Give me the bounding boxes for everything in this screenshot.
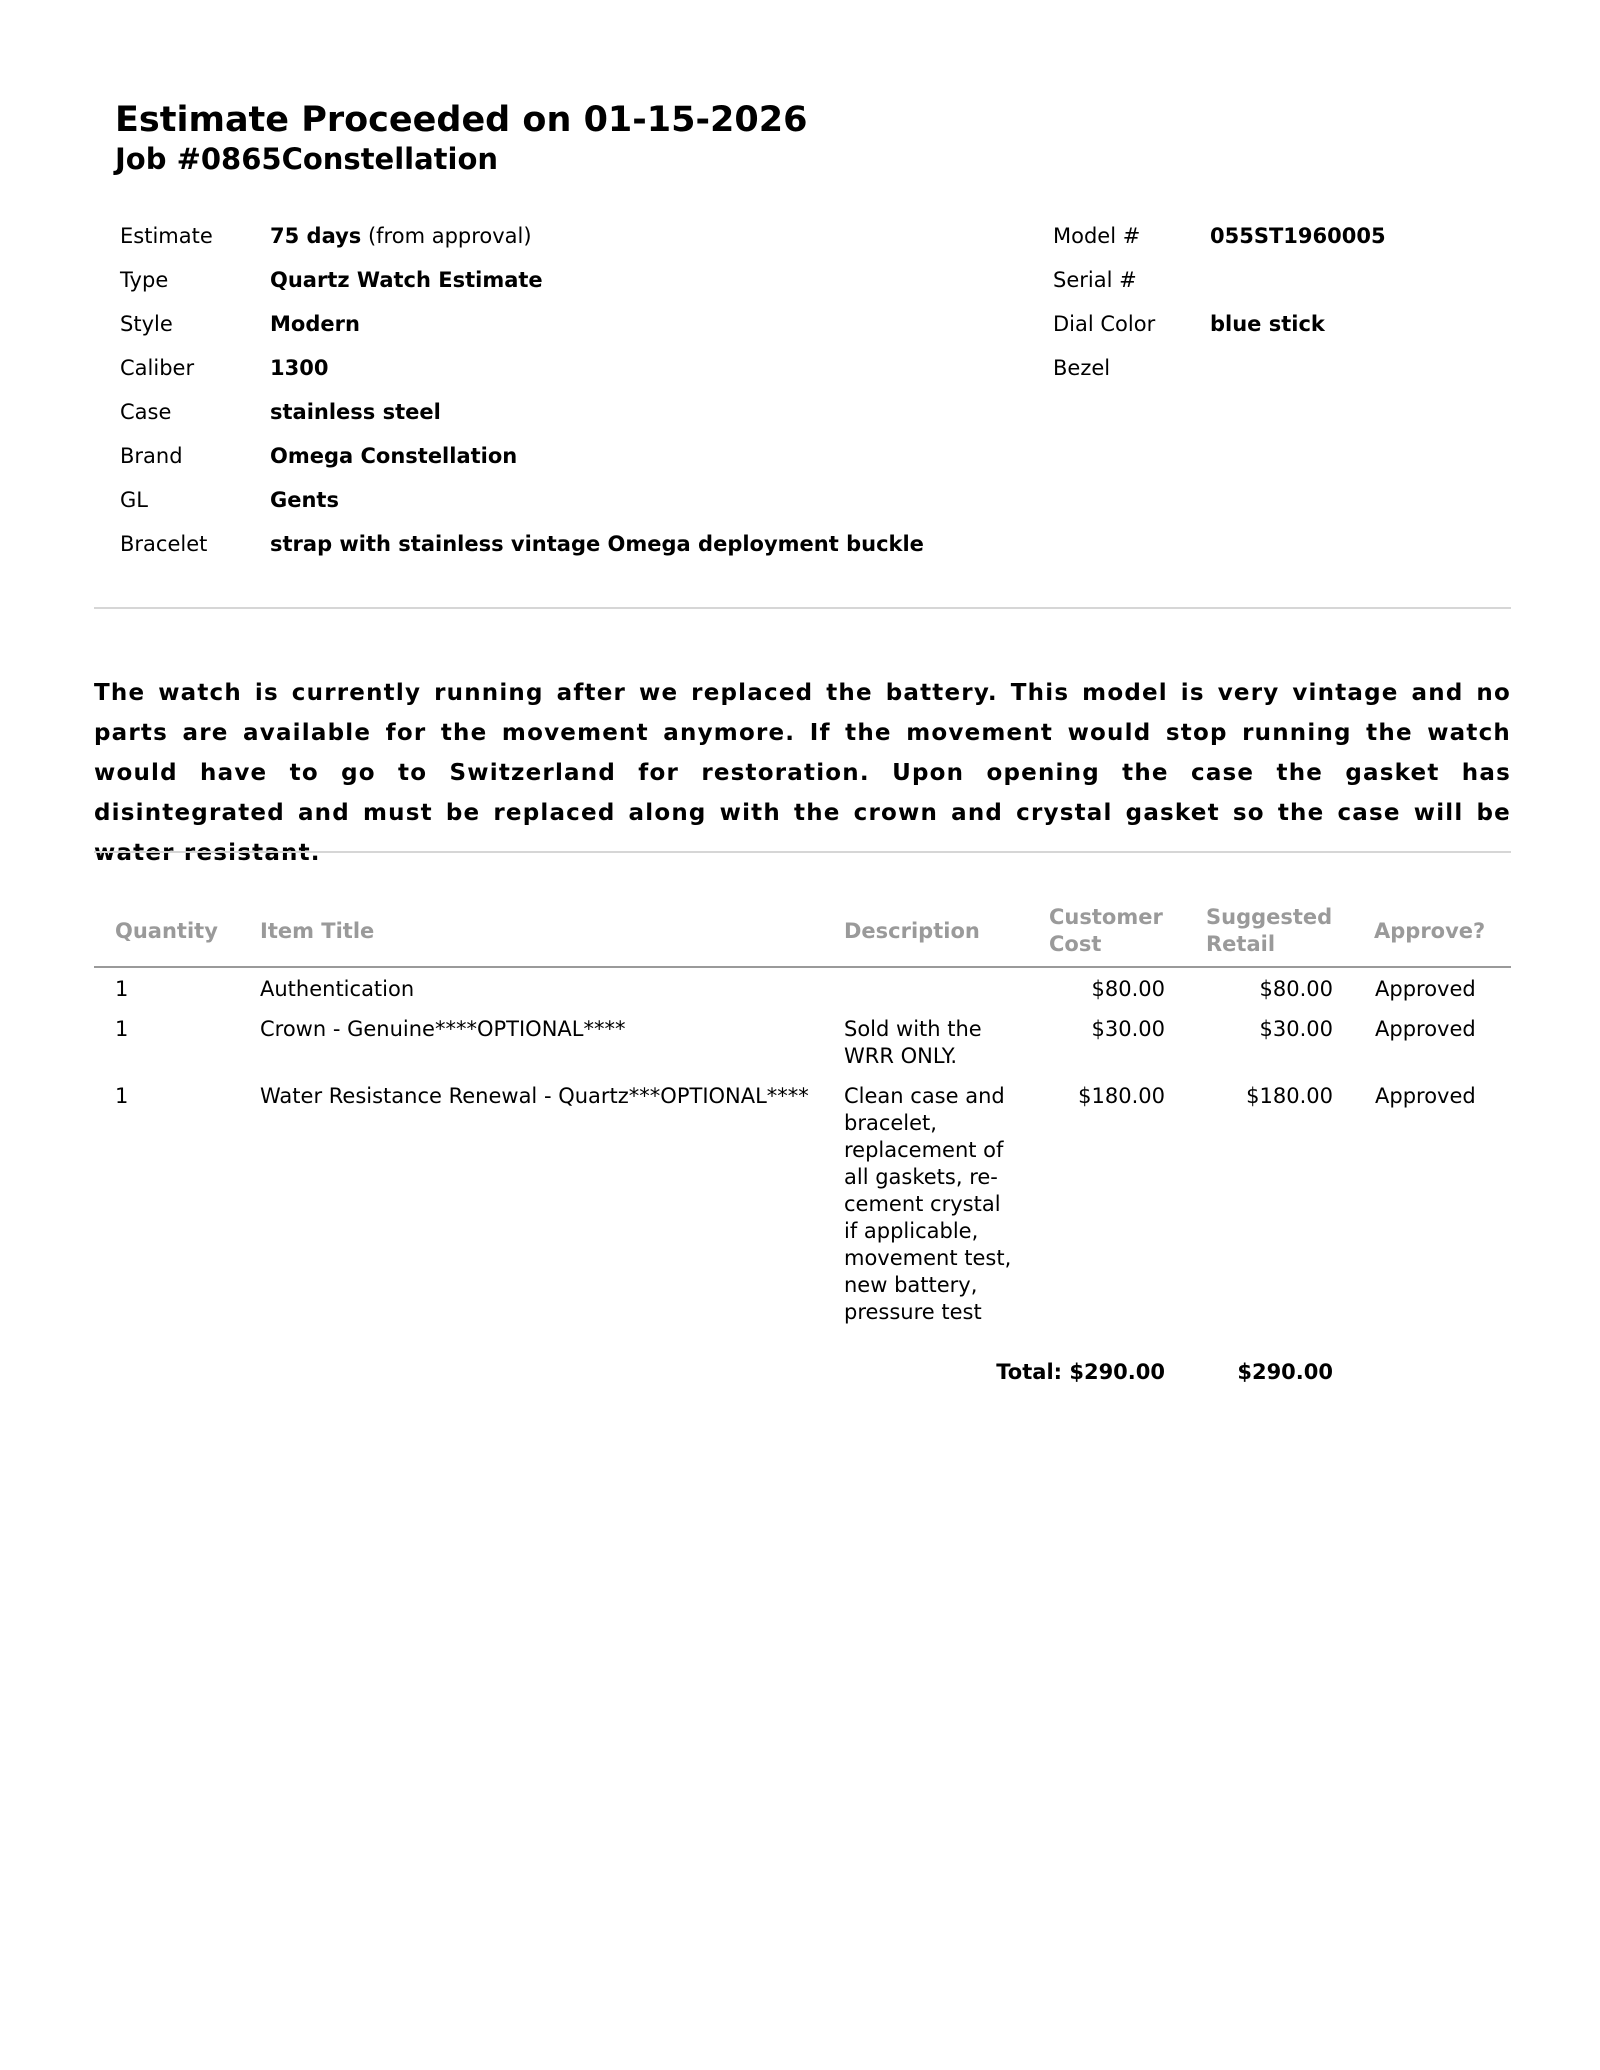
technician-note: The watch is currently running after we replaced the battery. This model is very vintage and no parts are available for the movement anymore. If the movement would stop running the watch would have to go to Switzerland for restoration. Upon opening the case the gasket has disintegrated and must be replaced along with the crown and crystal gasket so the case will be water resistant. bbox=[94, 680, 1511, 866]
cell-approve-status: Approved bbox=[1375, 1084, 1476, 1108]
cell-approve-status: Approved bbox=[1375, 977, 1476, 1001]
detail-value: 1300 bbox=[270, 356, 329, 380]
estimate-days: 75 days bbox=[270, 224, 362, 248]
detail-label: Style bbox=[120, 312, 173, 336]
section-divider bbox=[94, 851, 1511, 853]
detail-row-serial bbox=[1053, 258, 1513, 302]
total-suggested-retail: $290.00 bbox=[1237, 1360, 1333, 1384]
detail-value: blue stick bbox=[1210, 312, 1325, 336]
detail-label: Serial # bbox=[1053, 268, 1137, 292]
detail-row-bracelet bbox=[120, 522, 1020, 566]
cell-customer-cost: $30.00 bbox=[1091, 1017, 1165, 1041]
cell-customer-cost: $180.00 bbox=[1078, 1084, 1165, 1108]
detail-row-estimate bbox=[120, 214, 1020, 258]
detail-label: Caliber bbox=[120, 356, 195, 380]
detail-value: stainless steel bbox=[270, 400, 441, 424]
cell-description: Clean case and bracelet, replacement of all gaskets, re-cement crystal if applicable, movement test, new battery, pressure test bbox=[844, 1084, 1012, 1324]
detail-label: Dial Color bbox=[1053, 312, 1156, 336]
estimate-suffix: (from approval) bbox=[361, 224, 532, 248]
cell-quantity: 1 bbox=[115, 1084, 129, 1108]
watch-details-right bbox=[1053, 214, 1513, 390]
cell-quantity: 1 bbox=[115, 977, 129, 1001]
table-row bbox=[94, 1075, 1511, 1360]
detail-value: Omega Constellation bbox=[270, 444, 518, 468]
column-header-approve: Approve? bbox=[1374, 919, 1486, 943]
detail-row-case bbox=[120, 390, 1020, 434]
column-header-description: Description bbox=[844, 919, 980, 943]
cell-approve-status: Approved bbox=[1375, 1017, 1476, 1041]
cell-suggested-retail: $180.00 bbox=[1246, 1084, 1333, 1108]
detail-value: Quartz Watch Estimate bbox=[270, 268, 543, 292]
table-row bbox=[94, 1008, 1511, 1075]
detail-row-caliber bbox=[120, 346, 1020, 390]
column-header-quantity: Quantity bbox=[115, 919, 218, 943]
detail-row-style bbox=[120, 302, 1020, 346]
column-header-customer-cost: Customer Cost bbox=[1049, 905, 1163, 956]
table-header bbox=[94, 900, 1511, 968]
cell-suggested-retail: $80.00 bbox=[1259, 977, 1333, 1001]
detail-row-dial-color bbox=[1053, 302, 1513, 346]
detail-row-model bbox=[1053, 214, 1513, 258]
cell-item-title: Authentication bbox=[260, 977, 415, 1001]
estimate-items-table bbox=[94, 900, 1511, 1400]
table-row bbox=[94, 968, 1511, 1008]
detail-label: Type bbox=[120, 268, 169, 292]
detail-label: Bezel bbox=[1053, 356, 1111, 380]
title-block bbox=[115, 98, 807, 176]
detail-row-gl bbox=[120, 478, 1020, 522]
detail-label: Case bbox=[120, 400, 172, 424]
detail-row-brand bbox=[120, 434, 1020, 478]
job-number: Job #0865Constellation bbox=[115, 142, 499, 176]
detail-label: GL bbox=[120, 488, 148, 512]
detail-value: Gents bbox=[270, 488, 339, 512]
section-divider bbox=[94, 607, 1511, 609]
detail-row-type bbox=[120, 258, 1020, 302]
detail-label: Brand bbox=[120, 444, 183, 468]
cell-suggested-retail: $30.00 bbox=[1259, 1017, 1333, 1041]
detail-value: Modern bbox=[270, 312, 360, 336]
cell-customer-cost: $80.00 bbox=[1091, 977, 1165, 1001]
detail-value: strap with stainless vintage Omega deployment buckle bbox=[270, 532, 924, 556]
column-header-suggested-retail: Suggested Retail bbox=[1206, 905, 1333, 956]
detail-label: Model # bbox=[1053, 224, 1141, 248]
detail-value bbox=[270, 224, 532, 248]
cell-item-title: Water Resistance Renewal - Quartz***OPTIONAL**** bbox=[260, 1084, 809, 1108]
cell-item-title: Crown - Genuine****OPTIONAL**** bbox=[260, 1017, 626, 1041]
watch-details-left bbox=[120, 214, 1020, 566]
column-header-item-title: Item Title bbox=[260, 919, 375, 943]
page-title: Estimate Proceeded on 01-15-2026 bbox=[115, 100, 808, 140]
detail-label: Estimate bbox=[120, 224, 213, 248]
cell-quantity: 1 bbox=[115, 1017, 129, 1041]
detail-label: Bracelet bbox=[120, 532, 208, 556]
detail-value: 055ST1960005 bbox=[1210, 224, 1386, 248]
table-total-row bbox=[94, 1360, 1511, 1400]
total-customer-cost: Total: $290.00 bbox=[996, 1360, 1165, 1384]
detail-row-bezel bbox=[1053, 346, 1513, 390]
cell-description: Sold with the WRR ONLY. bbox=[844, 1017, 982, 1068]
